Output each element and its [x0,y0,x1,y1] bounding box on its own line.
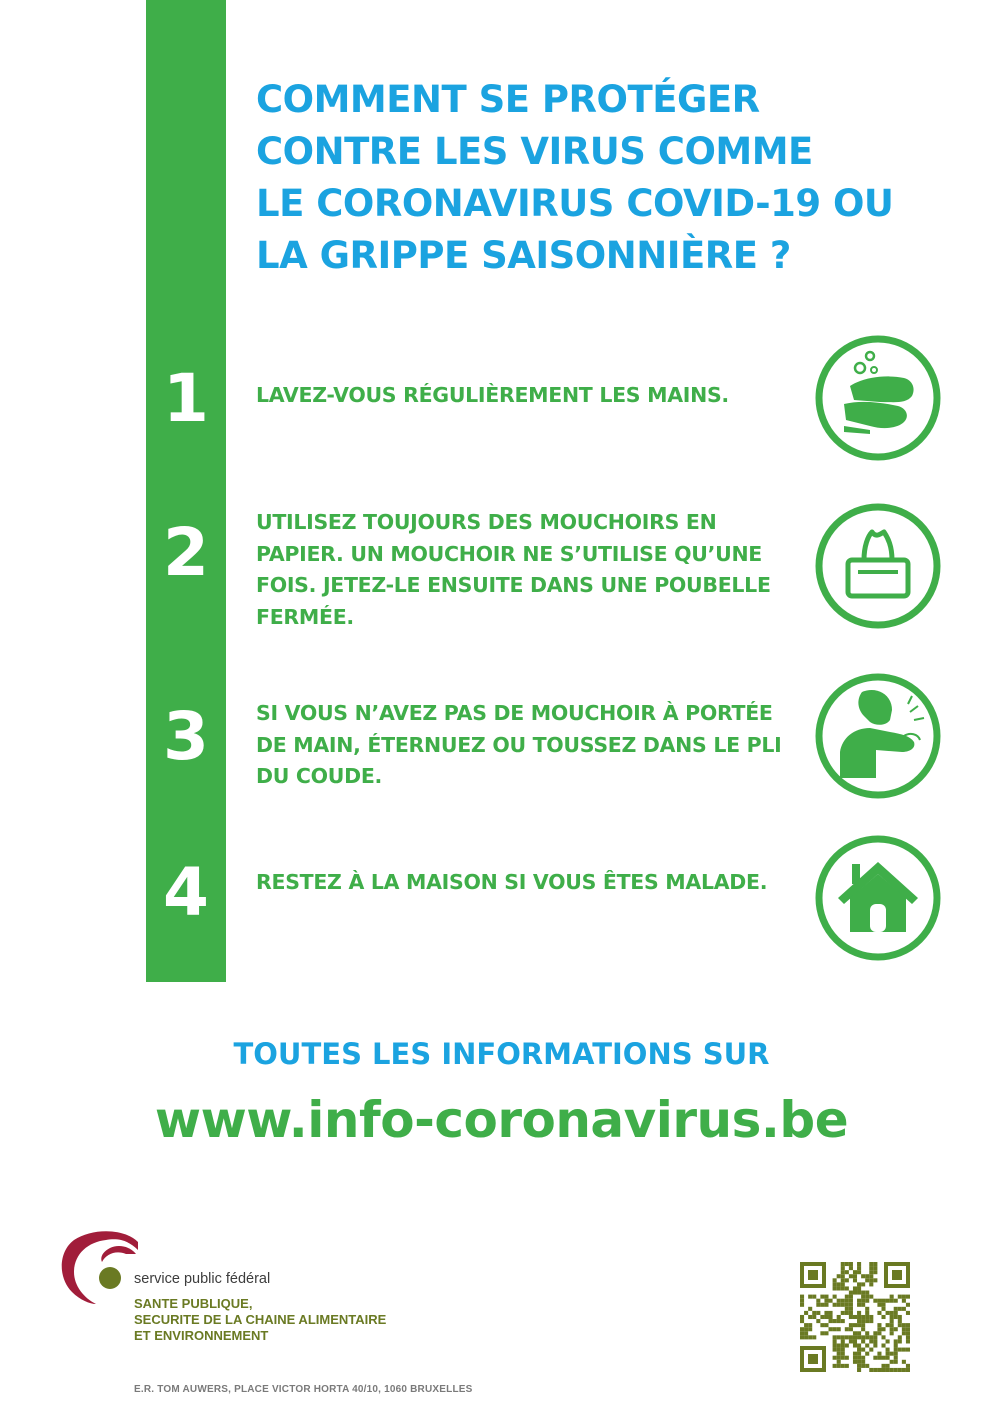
house-icon [814,834,942,962]
step-text: SI VOUS N’AVEZ PAS DE MOUCHOIR À PORTÉE DE MAIN, ÉTERNUEZ OU TOUSSEZ DANS LE PLI DU COUDE. [256,701,782,788]
qr-code[interactable] [800,1262,910,1372]
sneeze-elbow-icon [814,672,942,800]
hand-washing-icon [814,334,942,462]
title-line: LA GRIPPE SAISONNIÈRE ? [256,234,791,277]
info-label: TOUTES LES INFORMATIONS SUR [233,1037,770,1071]
page-title [256,74,894,282]
step-text: LAVEZ-VOUS RÉGULIÈREMENT LES MAINS. [256,383,729,407]
step-number: 2 [163,514,209,591]
org-name-line: SANTE PUBLIQUE, [134,1296,253,1311]
step-number: 1 [163,360,209,437]
title-line: LE CORONAVIRUS COVID-19 OU [256,182,894,225]
green-side-bar [146,0,226,982]
tissue-box-icon [814,502,942,630]
step-number: 3 [163,698,209,775]
title-line: CONTRE LES VIRUS COMME [256,130,813,173]
title-line: COMMENT SE PROTÉGER [256,78,760,121]
info-url-link[interactable]: www.info-coronavirus.be [154,1091,849,1149]
org-name [134,1296,454,1344]
step-number: 4 [163,854,209,931]
org-name-line: ET ENVIRONNEMENT [134,1328,269,1343]
step-text: UTILISEZ TOUJOURS DES MOUCHOIRS EN PAPIER. UN MOUCHOIR NE S’UTILISE QU’UNE FOIS. JETEZ-LE ENSUITE DANS UNE POUBELLE FERMÉE. [256,510,771,629]
step-text: RESTEZ À LA MAISON SI VOUS ÊTES MALADE. [256,870,768,894]
spf-logo [56,1228,146,1308]
org-type: service public fédéral [134,1271,271,1287]
org-name-line: SECURITE DE LA CHAINE ALIMENTAIRE [134,1312,387,1327]
editor-line: E.R. TOM AUWERS, PLACE VICTOR HORTA 40/10, 1060 BRUXELLES [134,1384,473,1395]
